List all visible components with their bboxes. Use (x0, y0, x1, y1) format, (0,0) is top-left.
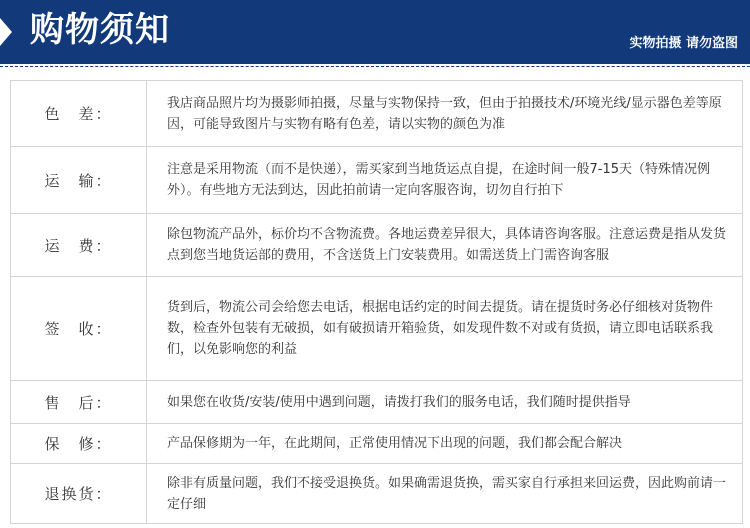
row-label: 签 收： (44, 320, 113, 338)
row-text: 除非有质量问题，我们不接受退换货。如果确需退货换，需买家自行承担来回运费，因此购前请一定仔细 (167, 475, 727, 512)
row-content-cell (147, 424, 742, 463)
table-row (11, 81, 742, 147)
row-text: 货到后，物流公司会给您去电话，根据电话约定的时间去提货。请在提货时务必仔细核对货物件数，检查外包装有无破损，如有破损请开箱验货，如发现件数不对或有货损，请立即电话联系我们，以免影响您的利益 (167, 300, 714, 357)
header-banner (0, 0, 750, 64)
row-content-cell (147, 214, 742, 276)
row-label: 运 输： (44, 171, 113, 190)
row-content-cell (147, 277, 742, 380)
row-label-cell (11, 147, 147, 213)
table-row (11, 424, 742, 464)
row-content-cell (147, 381, 742, 423)
table-row (11, 464, 742, 523)
row-label-cell (11, 214, 147, 276)
table-row (11, 147, 742, 214)
chevron-right-icon (0, 18, 14, 46)
row-text: 我店商品照片均为摄影师拍摄，尽量与实物保持一致，但由于拍摄技术/环境光线/显示器色差等原因，可能导致图片与实物有略有色差，请以实物的颜色为准 (167, 95, 722, 132)
row-label-cell (11, 81, 147, 146)
row-content-cell (147, 81, 742, 146)
row-text: 产品保修期为一年，在此期间，正常使用情况下出现的问题，我们都会配合解决 (167, 436, 623, 451)
row-label: 退换货： (44, 485, 113, 503)
row-text: 注意是采用物流（而不是快递），需买家到当地货运点自提，在途时间一般7-15天（特殊情况例外）。有些地方无法到达，因此拍前请一定向客服咨询，切勿自行拍下 (167, 162, 711, 198)
row-label: 运 费： (44, 236, 113, 255)
row-content-cell (147, 464, 742, 523)
table-row (11, 214, 742, 277)
page-title: 购物须知 (30, 10, 170, 50)
row-label-cell (11, 381, 147, 423)
row-label-cell (11, 424, 147, 463)
row-label: 售 后： (44, 393, 113, 412)
row-label-cell (11, 464, 147, 523)
table-row (11, 277, 742, 381)
notice-table (10, 80, 743, 524)
row-label: 保 修： (44, 435, 113, 453)
row-text: 除包物流产品外，标价均不含物流费。各地运费差异很大，具体请咨询客服。注意运费是指从发货点到您当地货运部的费用，不含送货上门安装费用。如需送货上门需咨询客服 (167, 227, 727, 263)
table-row (11, 381, 742, 424)
row-content-cell (147, 147, 742, 213)
row-label: 色 差： (44, 105, 113, 123)
copyright-note: 实物拍摄 请勿盗图 (629, 36, 738, 51)
row-label-cell (11, 277, 147, 380)
row-text: 如果您在收货/安装/使用中遇到问题，请拨打我们的服务电话，我们随时提供指导 (167, 394, 631, 410)
banner-dashed-line (0, 66, 750, 69)
